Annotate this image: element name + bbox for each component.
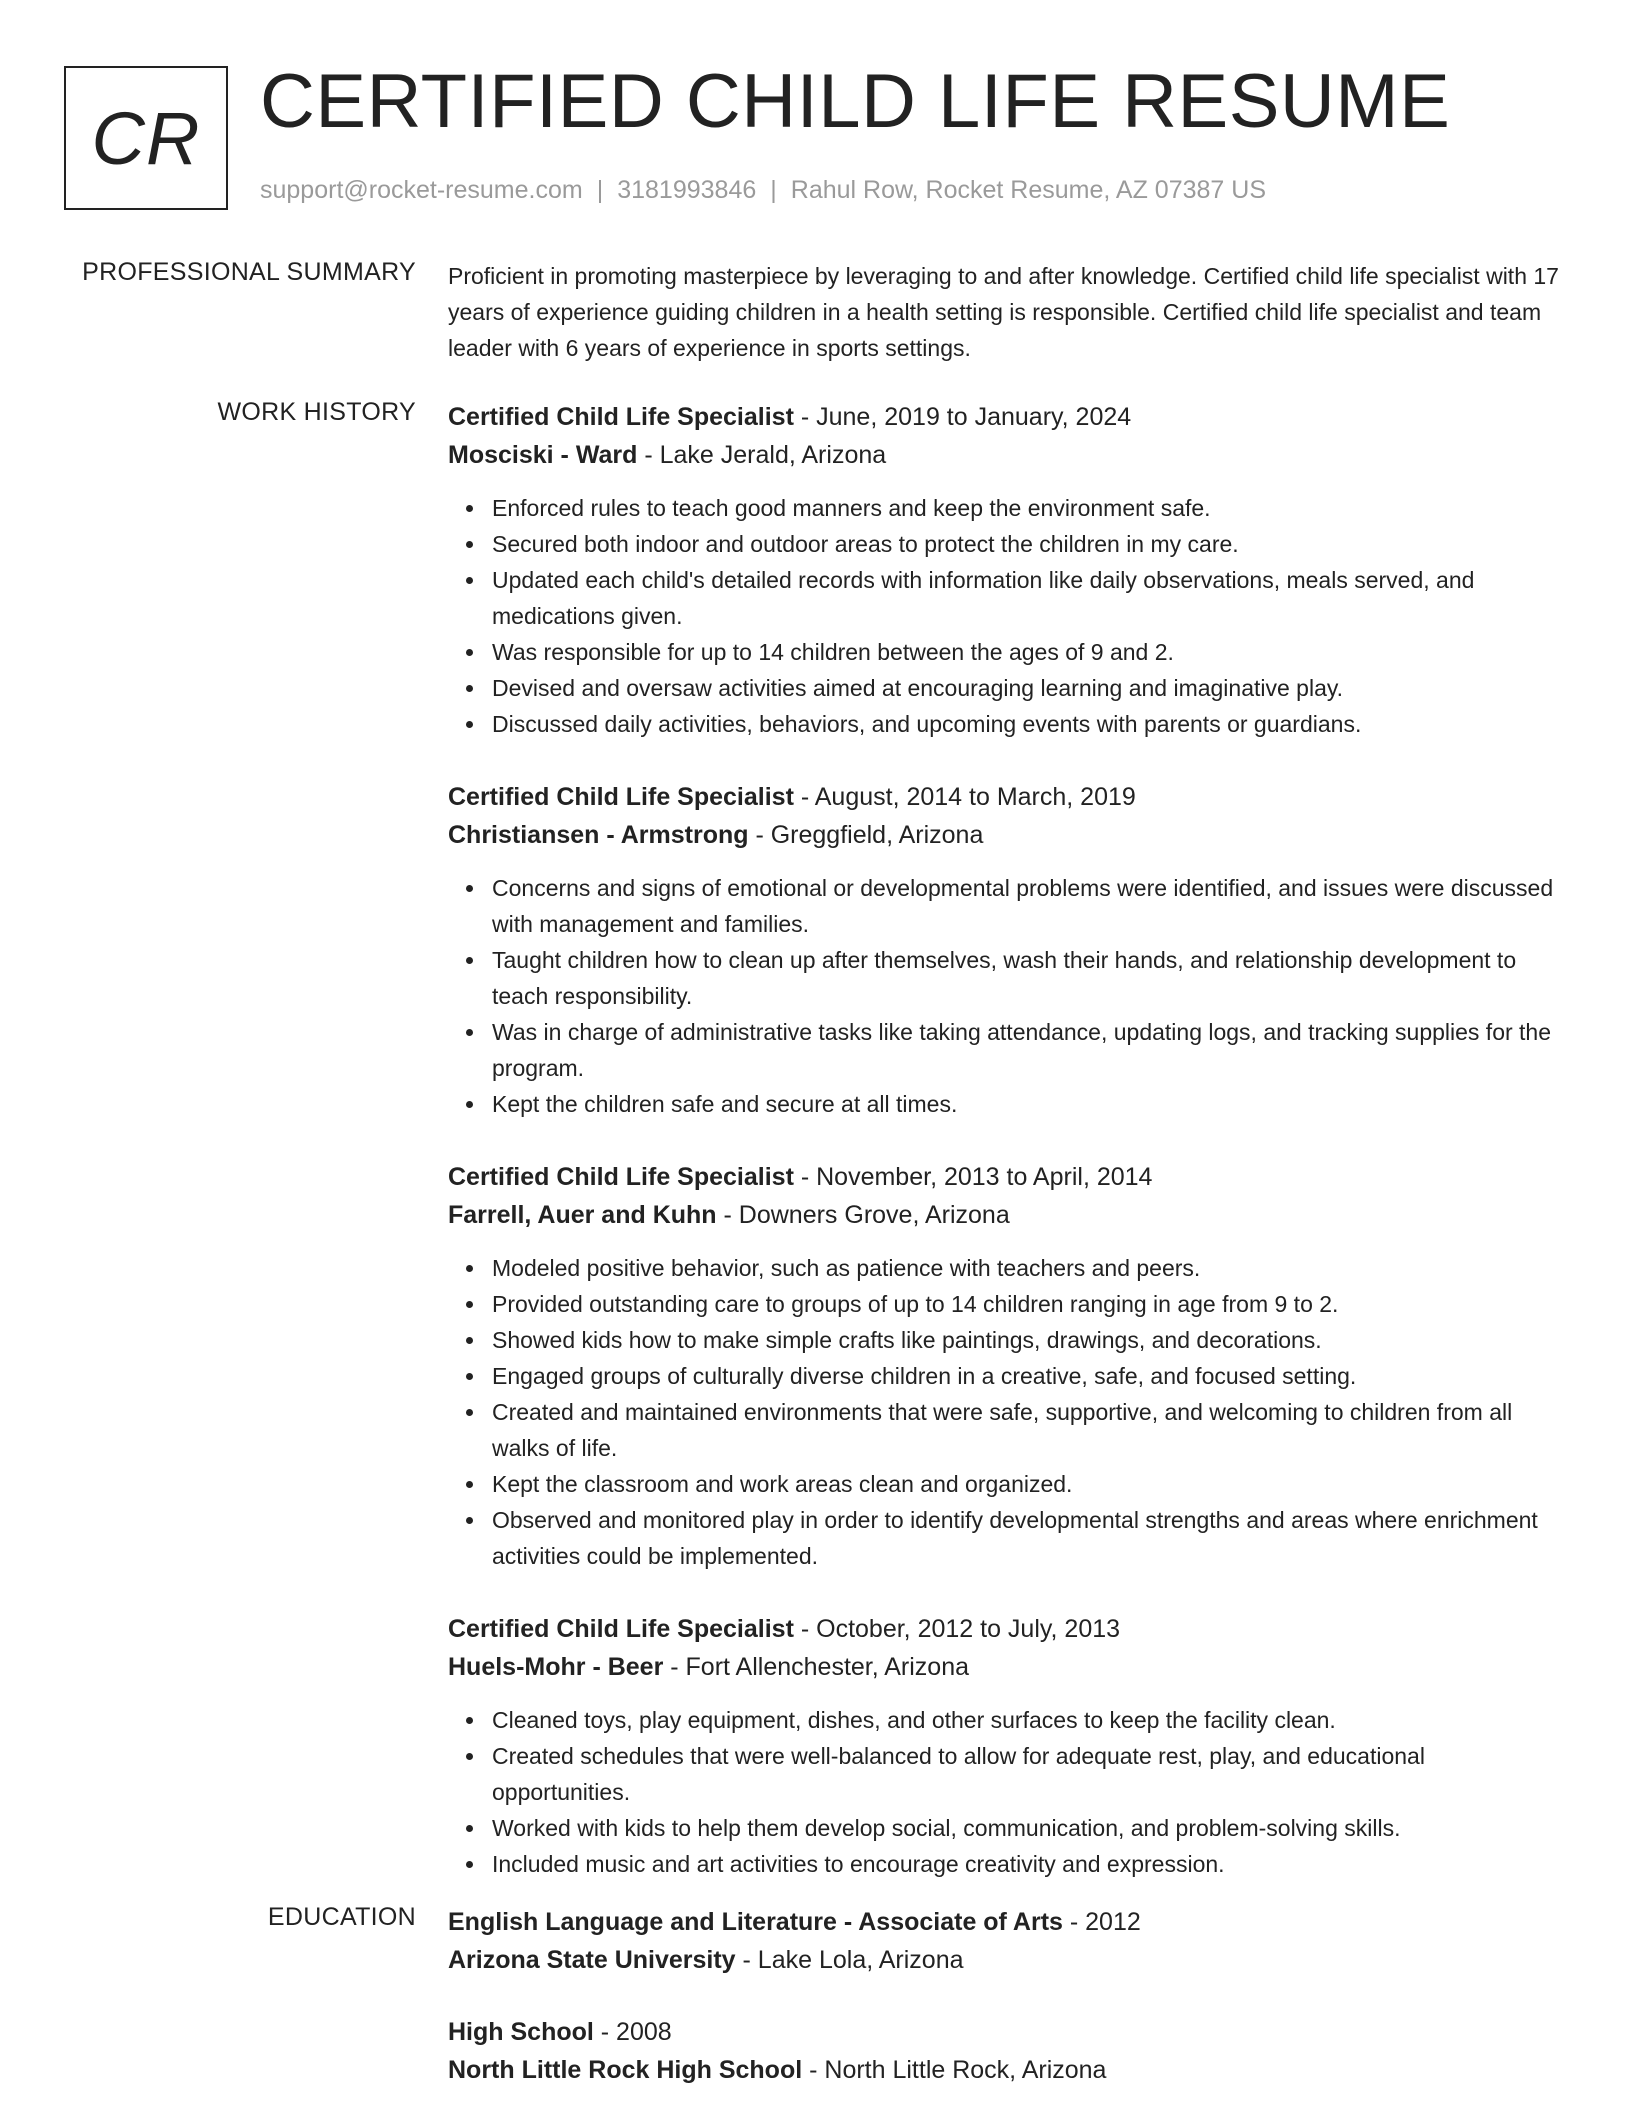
job-title-line — [448, 1610, 1568, 1648]
job-entry — [448, 1158, 1568, 1574]
job-company-line — [448, 1648, 1568, 1686]
job-bullets — [448, 1250, 1568, 1574]
education-entry — [448, 1903, 1568, 1979]
degree-year: - 2012 — [1062, 1908, 1141, 1936]
school-name: North Little Rock High School — [448, 2056, 803, 2084]
job-bullets — [448, 490, 1568, 742]
contact-separator: | — [596, 176, 604, 204]
job-bullet: Updated each child's detailed records with information like daily observations, meals served, and medications given. — [448, 562, 1568, 634]
job-bullet: Modeled positive behavior, such as patience with teachers and peers. — [448, 1250, 1568, 1286]
job-title: Certified Child Life Specialist — [448, 1615, 794, 1643]
job-company: Huels-Mohr - Beer — [448, 1653, 664, 1681]
job-bullet: Taught children how to clean up after themselves, wash their hands, and relationship development to teach responsibility. — [448, 942, 1568, 1014]
job-company-line — [448, 816, 1568, 854]
school-location: - North Little Rock, Arizona — [802, 2056, 1107, 2084]
job-title: Certified Child Life Specialist — [448, 783, 794, 811]
school-name: Arizona State University — [448, 1946, 736, 1974]
job-company-line — [448, 436, 1568, 474]
job-bullet: Kept the children safe and secure at all times. — [448, 1086, 1568, 1122]
job-dates: - October, 2012 to July, 2013 — [793, 1615, 1121, 1643]
job-bullet: Was responsible for up to 14 children between the ages of 9 and 2. — [448, 634, 1568, 670]
job-dates: - November, 2013 to April, 2014 — [793, 1163, 1153, 1191]
job-bullets — [448, 870, 1568, 1122]
job-title: Certified Child Life Specialist — [448, 1163, 794, 1191]
job-company: Mosciski - Ward — [448, 441, 638, 469]
job-bullet: Enforced rules to teach good manners and keep the environment safe. — [448, 490, 1568, 526]
job-bullets — [448, 1702, 1568, 1882]
job-dates: - August, 2014 to March, 2019 — [793, 783, 1136, 811]
job-entry — [448, 398, 1568, 742]
contact-line — [260, 176, 1266, 205]
degree-line — [448, 2013, 1568, 2051]
job-company: Christiansen - Armstrong — [448, 821, 749, 849]
job-bullet: Created schedules that were well-balanced to allow for adequate rest, play, and educational opportunities. — [448, 1738, 1568, 1810]
degree-name: English Language and Literature - Associate of Arts — [448, 1908, 1063, 1936]
education-entry — [448, 2013, 1568, 2089]
job-bullet: Provided outstanding care to groups of up to 14 children ranging in age from 9 to 2. — [448, 1286, 1568, 1322]
job-dates: - June, 2019 to January, 2024 — [793, 403, 1132, 431]
job-bullet: Included music and art activities to encourage creativity and expression. — [448, 1846, 1568, 1882]
work-history-body — [448, 398, 1568, 1918]
job-bullet: Discussed daily activities, behaviors, and upcoming events with parents or guardians. — [448, 706, 1568, 742]
degree-name: High School — [448, 2018, 594, 2046]
resume-title: CERTIFIED CHILD LIFE RESUME — [260, 59, 1451, 144]
job-company-line — [448, 1196, 1568, 1234]
school-location: - Lake Lola, Arizona — [735, 1946, 964, 1974]
contact-email[interactable]: support@rocket-resume.com — [260, 176, 583, 204]
summary-label: PROFESSIONAL SUMMARY — [82, 258, 416, 286]
degree-year: - 2008 — [593, 2018, 672, 2046]
job-location: - Lake Jerald, Arizona — [637, 441, 887, 469]
school-line — [448, 2051, 1568, 2089]
job-title-line — [448, 398, 1568, 436]
degree-line — [448, 1903, 1568, 1941]
monogram-initials: CR — [91, 96, 201, 180]
summary-text: Proficient in promoting masterpiece by leveraging to and after knowledge. Certified child life specialist with 17 years of experience guiding children in a health setting is responsible. Certified child life specialist and team leader with 6 years of experience in sports settings. — [448, 263, 1559, 361]
job-company: Farrell, Auer and Kuhn — [448, 1201, 717, 1229]
job-bullet: Concerns and signs of emotional or developmental problems were identified, and issues were discussed with management and families. — [448, 870, 1568, 942]
job-bullet: Showed kids how to make simple crafts like paintings, drawings, and decorations. — [448, 1322, 1568, 1358]
contact-separator: | — [770, 176, 777, 204]
job-entry — [448, 778, 1568, 1122]
contact-address: Rahul Row, Rocket Resume, AZ 07387 US — [790, 176, 1266, 204]
job-bullet: Devised and oversaw activities aimed at encouraging learning and imaginative play. — [448, 670, 1568, 706]
job-bullet: Worked with kids to help them develop social, communication, and problem-solving skills. — [448, 1810, 1568, 1846]
contact-phone[interactable]: 3181993846 — [617, 176, 757, 204]
job-bullet: Observed and monitored play in order to identify developmental strengths and areas where enrichment activities could be implemented. — [448, 1502, 1568, 1574]
job-bullet: Engaged groups of culturally diverse children in a creative, safe, and focused setting. — [448, 1358, 1568, 1394]
summary-body — [448, 258, 1568, 366]
job-title-line — [448, 778, 1568, 816]
job-bullet: Kept the classroom and work areas clean and organized. — [448, 1466, 1568, 1502]
job-bullet: Cleaned toys, play equipment, dishes, and other surfaces to keep the facility clean. — [448, 1702, 1568, 1738]
education-label: EDUCATION — [267, 1903, 416, 1931]
job-location: - Downers Grove, Arizona — [716, 1201, 1010, 1229]
job-entry — [448, 1610, 1568, 1882]
work-history-label: WORK HISTORY — [217, 398, 416, 426]
education-body — [448, 1903, 1568, 2112]
job-bullet: Was in charge of administrative tasks like taking attendance, updating logs, and tracking supplies for the program. — [448, 1014, 1568, 1086]
job-title-line — [448, 1158, 1568, 1196]
job-location: - Fort Allenchester, Arizona — [663, 1653, 970, 1681]
job-title: Certified Child Life Specialist — [448, 403, 794, 431]
school-line — [448, 1941, 1568, 1979]
job-bullet: Secured both indoor and outdoor areas to protect the children in my care. — [448, 526, 1568, 562]
job-location: - Greggfield, Arizona — [748, 821, 984, 849]
monogram-badge — [64, 66, 228, 210]
job-bullet: Created and maintained environments that were safe, supportive, and welcoming to children from all walks of life. — [448, 1394, 1568, 1466]
